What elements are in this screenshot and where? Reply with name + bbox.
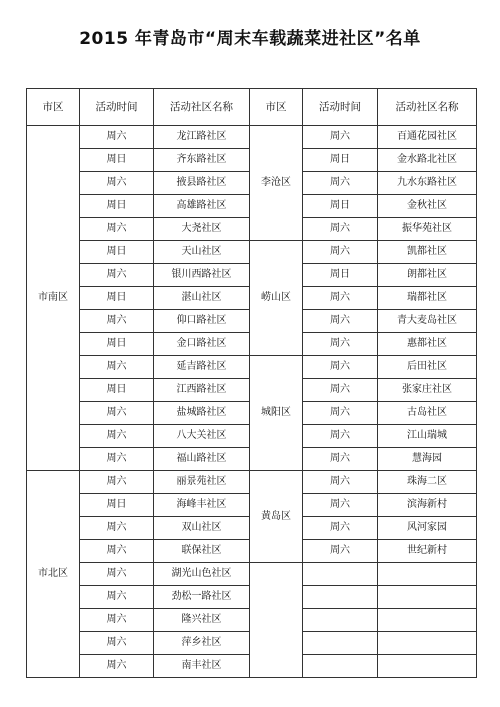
community-name-cell: 隆兴社区 xyxy=(154,609,250,632)
activity-time-cell: 周六 xyxy=(80,425,154,448)
community-name-cell: 朗都社区 xyxy=(378,264,477,287)
district-cell: 市南区 xyxy=(27,126,80,471)
activity-time-cell: 周日 xyxy=(80,333,154,356)
activity-time-cell: 周六 xyxy=(80,609,154,632)
community-name-cell xyxy=(378,609,477,632)
table-row xyxy=(27,126,477,149)
activity-time-cell: 周六 xyxy=(80,218,154,241)
community-roster-table xyxy=(26,88,477,678)
community-name-cell: 齐东路社区 xyxy=(154,149,250,172)
activity-time-cell: 周六 xyxy=(303,356,378,379)
activity-time-cell: 周六 xyxy=(303,448,378,471)
community-name-cell: 金水路北社区 xyxy=(378,149,477,172)
community-name-cell: 福山路社区 xyxy=(154,448,250,471)
community-name-cell: 瑞都社区 xyxy=(378,287,477,310)
activity-time-cell: 周日 xyxy=(303,149,378,172)
community-name-cell: 江山瑞城 xyxy=(378,425,477,448)
activity-time-cell: 周六 xyxy=(80,471,154,494)
activity-time-cell: 周六 xyxy=(303,241,378,264)
header-district-left: 市区 xyxy=(27,89,80,126)
activity-time-cell: 周六 xyxy=(80,172,154,195)
community-name-cell: 劲松一路社区 xyxy=(154,586,250,609)
header-community-right: 活动社区名称 xyxy=(378,89,477,126)
activity-time-cell: 周六 xyxy=(303,517,378,540)
activity-time-cell: 周六 xyxy=(303,310,378,333)
activity-time-cell: 周六 xyxy=(303,402,378,425)
header-community-left: 活动社区名称 xyxy=(154,89,250,126)
community-name-cell: 江西路社区 xyxy=(154,379,250,402)
community-name-cell xyxy=(378,655,477,678)
activity-time-cell: 周六 xyxy=(80,586,154,609)
activity-time-cell: 周日 xyxy=(80,241,154,264)
community-name-cell: 萍乡社区 xyxy=(154,632,250,655)
community-name-cell: 湛山社区 xyxy=(154,287,250,310)
activity-time-cell: 周日 xyxy=(80,494,154,517)
community-name-cell: 百通花园社区 xyxy=(378,126,477,149)
activity-time-cell: 周日 xyxy=(80,287,154,310)
community-name-cell: 惠都社区 xyxy=(378,333,477,356)
community-name-cell: 掖县路社区 xyxy=(154,172,250,195)
activity-time-cell: 周六 xyxy=(303,540,378,563)
community-name-cell: 双山社区 xyxy=(154,517,250,540)
community-name-cell: 后田社区 xyxy=(378,356,477,379)
community-name-cell: 丽景苑社区 xyxy=(154,471,250,494)
community-name-cell: 延吉路社区 xyxy=(154,356,250,379)
activity-time-cell xyxy=(303,632,378,655)
table-row xyxy=(27,356,477,379)
community-name-cell: 龙江路社区 xyxy=(154,126,250,149)
community-name-cell: 振华苑社区 xyxy=(378,218,477,241)
activity-time-cell: 周六 xyxy=(303,287,378,310)
activity-time-cell xyxy=(303,563,378,586)
activity-time-cell: 周六 xyxy=(303,126,378,149)
activity-time-cell xyxy=(303,655,378,678)
community-name-cell: 青大麦岛社区 xyxy=(378,310,477,333)
community-name-cell: 风河家园 xyxy=(378,517,477,540)
community-name-cell xyxy=(378,563,477,586)
community-name-cell: 湖光山色社区 xyxy=(154,563,250,586)
activity-time-cell: 周六 xyxy=(80,655,154,678)
community-name-cell: 八大关社区 xyxy=(154,425,250,448)
community-name-cell: 银川西路社区 xyxy=(154,264,250,287)
activity-time-cell: 周六 xyxy=(80,310,154,333)
district-cell xyxy=(250,563,303,678)
community-name-cell: 慧海园 xyxy=(378,448,477,471)
header-district-right: 市区 xyxy=(250,89,303,126)
activity-time-cell xyxy=(303,586,378,609)
activity-time-cell: 周日 xyxy=(303,195,378,218)
activity-time-cell: 周六 xyxy=(80,540,154,563)
activity-time-cell: 周六 xyxy=(303,172,378,195)
community-name-cell: 高雄路社区 xyxy=(154,195,250,218)
table-row xyxy=(27,241,477,264)
community-name-cell: 金秋社区 xyxy=(378,195,477,218)
community-name-cell xyxy=(378,632,477,655)
activity-time-cell: 周六 xyxy=(80,563,154,586)
activity-time-cell: 周六 xyxy=(303,494,378,517)
district-cell: 城阳区 xyxy=(250,356,303,471)
activity-time-cell: 周六 xyxy=(80,356,154,379)
district-cell: 市北区 xyxy=(27,471,80,678)
table-row xyxy=(27,563,477,586)
community-name-cell: 凯都社区 xyxy=(378,241,477,264)
community-name-cell: 金口路社区 xyxy=(154,333,250,356)
activity-time-cell: 周六 xyxy=(303,425,378,448)
activity-time-cell: 周日 xyxy=(80,379,154,402)
community-name-cell: 张家庄社区 xyxy=(378,379,477,402)
activity-time-cell xyxy=(303,609,378,632)
header-row xyxy=(27,89,477,126)
district-cell: 李沧区 xyxy=(250,126,303,241)
activity-time-cell: 周六 xyxy=(80,264,154,287)
page-title: 2015 年青岛市“周末车载蔬菜进社区”名单 xyxy=(79,29,421,49)
table-row xyxy=(27,471,477,494)
community-name-cell: 滨海新村 xyxy=(378,494,477,517)
community-name-cell: 九水东路社区 xyxy=(378,172,477,195)
community-name-cell xyxy=(378,586,477,609)
activity-time-cell: 周六 xyxy=(80,632,154,655)
activity-time-cell: 周六 xyxy=(80,402,154,425)
activity-time-cell: 周六 xyxy=(80,448,154,471)
header-time-left: 活动时间 xyxy=(80,89,154,126)
activity-time-cell: 周六 xyxy=(303,333,378,356)
activity-time-cell: 周六 xyxy=(80,126,154,149)
community-name-cell: 海峰丰社区 xyxy=(154,494,250,517)
district-cell: 崂山区 xyxy=(250,241,303,356)
activity-time-cell: 周六 xyxy=(303,471,378,494)
activity-time-cell: 周日 xyxy=(80,195,154,218)
community-name-cell: 仰口路社区 xyxy=(154,310,250,333)
community-name-cell: 珠海二区 xyxy=(378,471,477,494)
community-name-cell: 联保社区 xyxy=(154,540,250,563)
community-name-cell: 古岛社区 xyxy=(378,402,477,425)
community-name-cell: 世纪新村 xyxy=(378,540,477,563)
activity-time-cell: 周六 xyxy=(303,218,378,241)
activity-time-cell: 周六 xyxy=(80,517,154,540)
community-name-cell: 盐城路社区 xyxy=(154,402,250,425)
district-cell: 黄岛区 xyxy=(250,471,303,563)
community-name-cell: 天山社区 xyxy=(154,241,250,264)
header-time-right: 活动时间 xyxy=(303,89,378,126)
community-name-cell: 南丰社区 xyxy=(154,655,250,678)
table-body xyxy=(27,126,477,678)
activity-time-cell: 周日 xyxy=(80,149,154,172)
activity-time-cell: 周日 xyxy=(303,264,378,287)
community-name-cell: 大尧社区 xyxy=(154,218,250,241)
activity-time-cell: 周六 xyxy=(303,379,378,402)
